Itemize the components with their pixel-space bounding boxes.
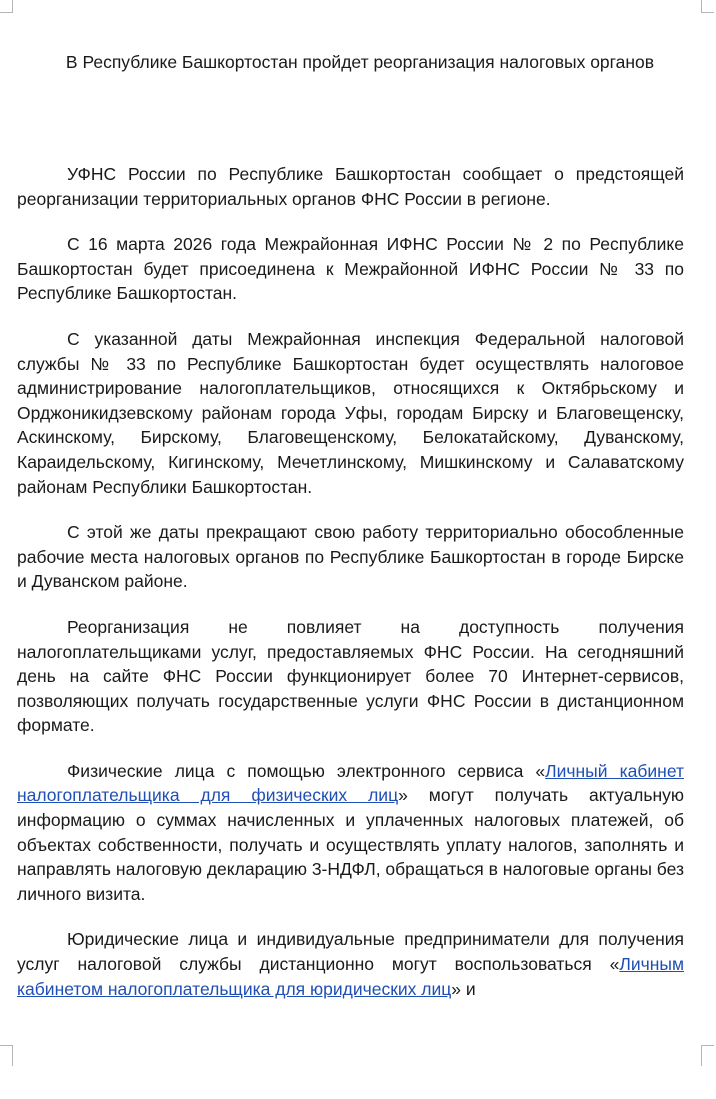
paragraph-text: » могут получать актуальную информацию о суммах начисленных и уплаченных налоговых платежей, об объектах собственности, получать и осуществлять уплату налогов, заполнять и направлять налоговую декларацию 3-НДФЛ, обращаться в налоговые органы без личного визита. xyxy=(17,785,685,904)
document-body xyxy=(17,162,684,1022)
page-corner-mark xyxy=(0,0,13,13)
paragraph: С указанной даты Межрайонная инспекция Федеральной налоговой службы № 33 по Республике Башкортостан будет осуществлять налоговое администрирование налогоплательщиков, относящихся к Октябрьскому и Орджоникидзевскому районам города Уфы, городам Бирску и Благовещенску, Аскинскому, Бирскому, Благовещенскому, Белокатайскому, Дуванскому, Караидельскому, Кигинскому, Мечетлинскому, Мишкинскому и Салаватскому районам Республики Башкортостан. xyxy=(17,328,684,497)
document-title: В Республике Башкортостан пройдет реорганизация налоговых органов xyxy=(65,52,655,72)
paragraph: С 16 марта 2026 года Межрайонная ИФНС России № 2 по Республике Башкортостан будет присоединена к Межрайонной ИФНС России № 33 по Республике Башкортостан. xyxy=(17,234,684,304)
paragraph-individuals xyxy=(17,759,684,907)
paragraph-text: » и xyxy=(451,978,476,999)
legal-entity-cabinet-link[interactable]: Личным кабинетом налогоплательщика для юридических лиц xyxy=(17,954,684,999)
paragraph-text: Юридические лица и индивидуальные предприниматели для получения услуг налоговой службы дистанционно могут воспользоваться « xyxy=(17,929,684,975)
paragraph-text: Физические лица с помощью электронного сервиса « xyxy=(67,760,546,781)
paragraph-legal-entities xyxy=(17,927,684,1001)
paragraph: УФНС России по Республике Башкортостан сообщает о предстоящей реорганизации территориальных органов ФНС России в регионе. xyxy=(17,164,684,209)
individual-cabinet-link[interactable]: Личный кабинет налогоплательщика для физических лиц xyxy=(17,760,684,806)
paragraph: С этой же даты прекращают свою работу территориально обособленные рабочие места налоговых органов по Республике Башкортостан в городе Бирске и Дуванском районе. xyxy=(17,522,684,592)
page-corner-mark xyxy=(701,1045,714,1066)
page-corner-mark xyxy=(0,1045,13,1066)
page-corner-mark xyxy=(701,0,714,13)
paragraph: Реорганизация не повлияет на доступность получения налогоплательщиками услуг, предоставляемых ФНС России. На сегодняшний день на сайте ФНС России функционирует более 70 Интернет-сервисов, позволяющих получать государственные услуги ФНС России в дистанционном формате. xyxy=(17,616,684,736)
